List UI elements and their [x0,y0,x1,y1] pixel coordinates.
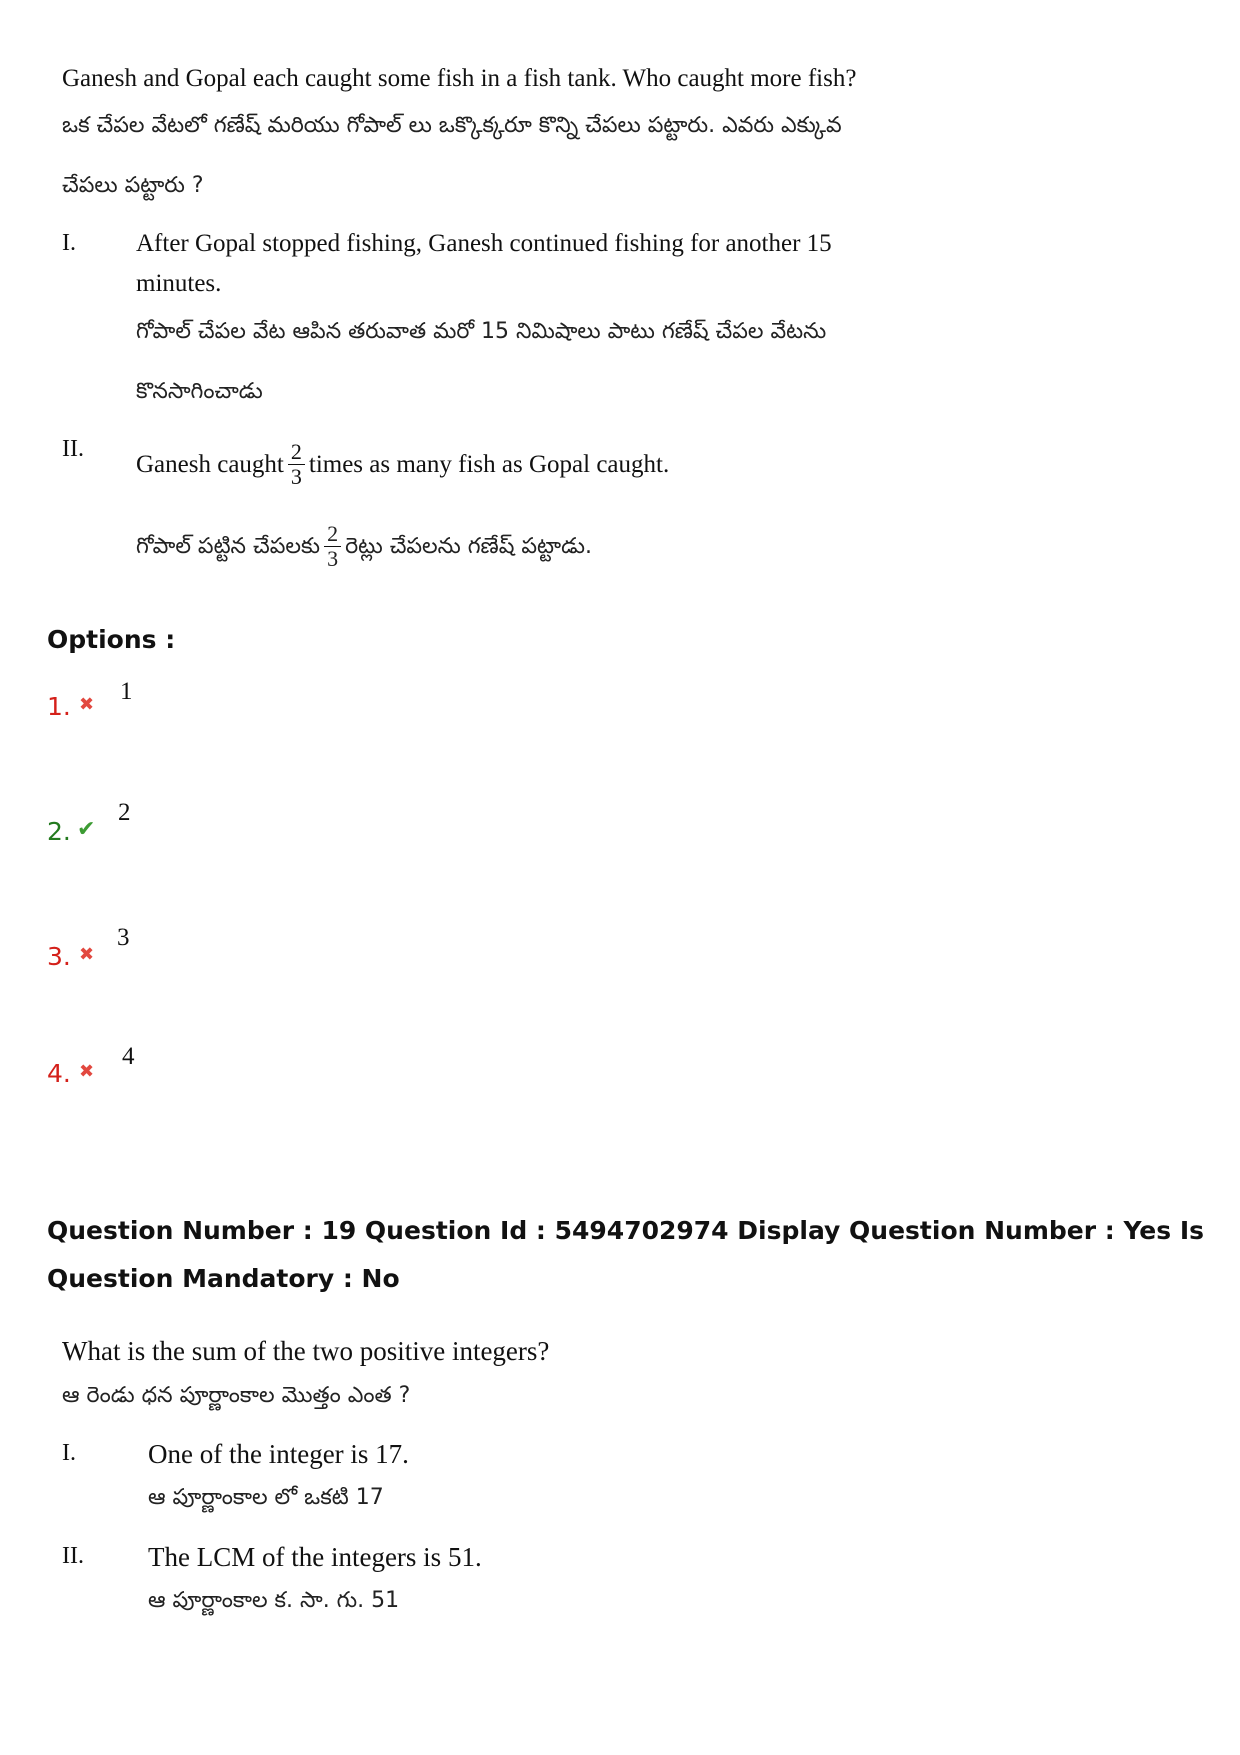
q18-statement-1-te-line2: కొనసాగించాడు [136,379,263,404]
option-2[interactable] [47,799,247,855]
option-value: 2 [118,799,131,826]
q18-statement-1-en-line1: After Gopal stopped fishing, Ganesh continued fishing for another 15 [136,230,832,257]
fraction-numerator: 2 [327,521,339,546]
option-number: 4. [47,1059,71,1088]
q18-question-te-line2: చేపలు పట్టారు ? [62,173,204,198]
option-3[interactable] [47,924,247,980]
q19-statement-1-te: ఆ పూర్ణాంకాల లో ఒకటి 17 [148,1485,384,1510]
options-heading: Options : [47,625,176,654]
q18-statement-1-en-line2: minutes. [136,270,222,297]
q18-statement-2-en-pre: Ganesh caught [136,450,284,478]
q19-meta: Question Number : 19 Question Id : 5494702974 Display Question Number : Yes Is Question Mandatory : No [47,1216,1205,1293]
option-value: 3 [117,924,130,951]
q18-statement-2-en-post: times as many fish as Gopal caught. [308,450,670,478]
q18-statement-2-en [136,440,669,489]
fraction-denominator: 3 [288,464,305,489]
q18-statement-2-te [136,522,592,571]
q18-statement-1-label: I. [62,230,76,256]
option-value: 4 [122,1043,135,1070]
cross-icon: ✖ [79,944,95,965]
q18-statement-2-te-pre: గోపాల్ పట్టిన చేపలకు [136,533,321,559]
option-1[interactable] [47,678,247,730]
option-value: 1 [120,678,133,705]
q19-statement-2-en: The LCM of the integers is 51. [148,1542,482,1572]
q18-question-en: Ganesh and Gopal each caught some fish in a fish tank. Who caught more fish? [62,65,857,92]
checkmark-icon: ✔ [77,817,96,842]
q18-statement-1-te-line1: గోపాల్ చేపల వేట ఆపిన తరువాత మరో 15 నిమిషాలు పాటు గణేష్ చేపల వేటను [136,319,827,344]
q19-statement-2-te: ఆ పూర్ణాంకాల క. సా. గు. 51 [148,1588,400,1613]
q19-statement-1-en: One of the integer is 17. [148,1439,409,1469]
cross-icon: ✖ [79,1061,95,1082]
option-number: 1. [47,692,71,721]
q18-statement-2-label: II. [62,436,84,462]
q18-question-te-line1: ఒక చేపల వేటలో గణేష్ మరియు గోపాల్ లు ఒక్కొక్కరూ కొన్ని చేపలు పట్టారు. ఎవరు ఎక్కువ [62,113,842,138]
fraction-two-thirds-te [324,522,341,571]
q19-statement-1-label: I. [62,1440,76,1466]
q19-question-te: ఆ రెండు ధన పూర్ణాంకాల మొత్తం ఎంత ? [62,1383,411,1408]
fraction-two-thirds [288,440,305,489]
option-number: 2. [47,817,71,846]
option-number: 3. [47,942,71,971]
fraction-denominator: 3 [324,546,341,571]
q19-question-en: What is the sum of the two positive integers? [62,1336,550,1366]
q19-statement-2-label: II. [62,1543,84,1569]
fraction-numerator: 2 [290,439,302,464]
cross-icon: ✖ [79,694,95,715]
q18-statement-2-te-post: రెట్లు చేపలను గణేష్ పట్టాడు. [345,533,592,559]
option-4[interactable] [47,1043,247,1097]
